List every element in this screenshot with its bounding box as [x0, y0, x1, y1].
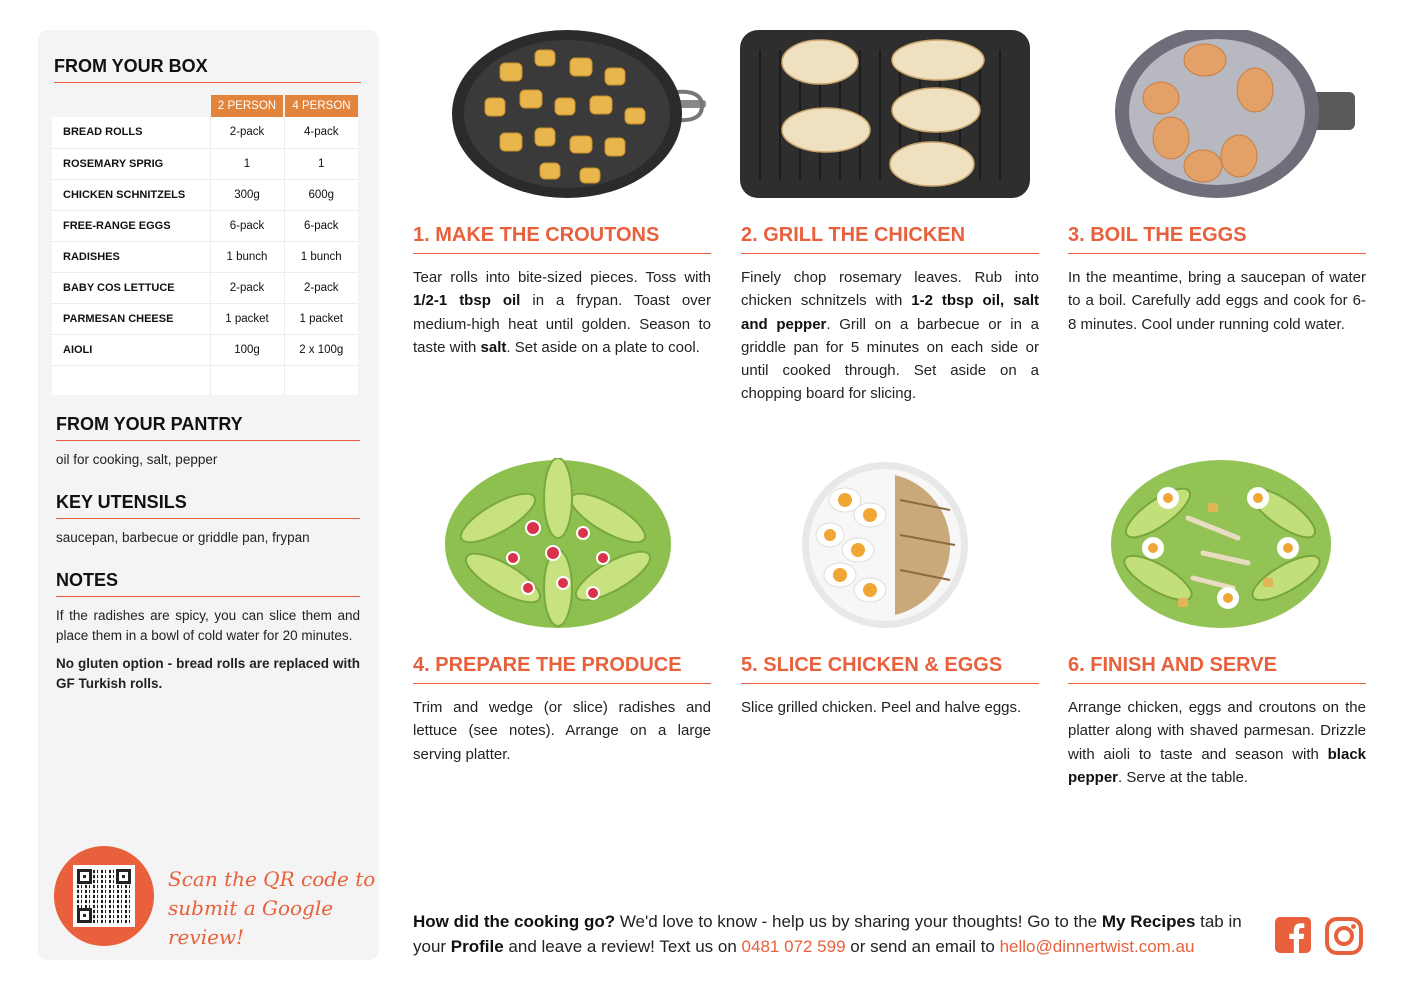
step-4-title: 4. PREPARE THE PRODUCE	[413, 654, 711, 684]
step-5-text: Slice grilled chicken. Peel and halve eggs.	[741, 699, 1022, 716]
step-5	[741, 654, 1039, 719]
step-6-title: 6. FINISH AND SERVE	[1068, 654, 1366, 684]
footer-question: How did the cooking go?	[413, 912, 616, 931]
notes-title: NOTES	[56, 570, 360, 597]
step-3-title: 3. BOIL THE EGGS	[1068, 224, 1366, 254]
facebook-icon[interactable]	[1275, 917, 1313, 955]
ingredient-name: ROSEMARY SPRIG	[52, 148, 210, 179]
ingredient-name: FREE-RANGE EGGS	[52, 210, 210, 241]
qty-2-person: 100g	[210, 334, 284, 365]
step-4	[413, 654, 711, 766]
croutons-pan-image	[440, 28, 710, 200]
sidebar	[38, 30, 379, 960]
pantry-title: FROM YOUR PANTRY	[56, 414, 360, 441]
utensils-section	[56, 492, 360, 548]
step-4-text: Trim and wedge (or slice) radishes and lettuce (see notes). Arrange on a large serving platter.	[413, 699, 711, 763]
step-6-text: Arrange chicken, eggs and croutons on the platter along with shaved parmesan. Drizzle with aioli to taste and season with black pepper. Serve at the table.	[1068, 699, 1366, 786]
table-row	[52, 334, 358, 365]
pantry-section	[56, 414, 360, 470]
table-row	[52, 148, 358, 179]
from-your-box-title: FROM YOUR BOX	[54, 56, 361, 83]
ingredient-name: RADISHES	[52, 241, 210, 272]
qr-code-badge[interactable]	[54, 846, 154, 946]
ingredient-name: BABY COS LETTUCE	[52, 272, 210, 303]
qty-4-person: 1 packet	[284, 303, 358, 334]
step-6	[1068, 654, 1366, 789]
table-header-row	[52, 95, 358, 117]
qty-2-person: 300g	[210, 179, 284, 210]
ingredient-name: BREAD ROLLS	[52, 117, 210, 148]
ingredients-table	[52, 95, 358, 395]
step-1	[413, 224, 711, 359]
step-2-title: 2. GRILL THE CHICKEN	[741, 224, 1039, 254]
ingredient-name: CHICKEN SCHNITZELS	[52, 179, 210, 210]
notes-section	[56, 570, 360, 694]
qty-4-person: 6-pack	[284, 210, 358, 241]
table-row	[52, 179, 358, 210]
my-recipes-label: My Recipes	[1101, 912, 1196, 931]
gluten-note: No gluten option - bread rolls are replaced with GF Turkish rolls.	[56, 656, 360, 691]
qty-2-person: 1 packet	[210, 303, 284, 334]
table-row	[52, 117, 358, 148]
email-link[interactable]: hello@dinnertwist.com.au	[999, 937, 1195, 956]
boiled-eggs-image	[1115, 30, 1359, 200]
step-5-title: 5. SLICE CHICKEN & EGGS	[741, 654, 1039, 684]
ingredient-name: AIOLI	[52, 334, 210, 365]
qty-2-person: 1	[210, 148, 284, 179]
step-3	[1068, 224, 1366, 336]
step-2	[741, 224, 1039, 406]
qty-4-person: 2-pack	[284, 272, 358, 303]
grilled-chicken-image	[740, 30, 1030, 198]
table-row	[52, 303, 358, 334]
notes-text: If the radishes are spicy, you can slice them and place them in a bowl of cold water for 20 minutes.	[56, 608, 360, 643]
qty-2-person: 6-pack	[210, 210, 284, 241]
step-1-title: 1. MAKE THE CROUTONS	[413, 224, 711, 254]
step-1-text: Tear rolls into bite-sized pieces. Toss with 1/2-1 tbsp oil in a frypan. Toast over medium-high heat until golden. Season to taste with salt. Set aside on a plate to cool.	[413, 269, 711, 356]
instagram-icon[interactable]	[1325, 917, 1363, 955]
qty-4-person: 1 bunch	[284, 241, 358, 272]
ingredient-name: PARMESAN CHEESE	[52, 303, 210, 334]
qr-caption	[168, 865, 379, 952]
qr-caption-line2: submit a Google review!	[168, 896, 334, 949]
finished-salad-image	[1108, 458, 1334, 630]
table-row	[52, 241, 358, 272]
profile-label: Profile	[450, 937, 504, 956]
qty-2-person: 2-pack	[210, 117, 284, 148]
qty-4-person: 2 x 100g	[284, 334, 358, 365]
review-footer: How did the cooking go? We'd love to know - help us by sharing your thoughts! Go to the My Recipes tab in your Profile and leave a review! Text us on 0481 072 599 or send an email to hello@dinnertwist.com.au	[413, 912, 1242, 956]
qty-2-person: 2-pack	[210, 272, 284, 303]
qr-caption-line1: Scan the QR code to	[168, 867, 376, 891]
step-2-text: Finely chop rosemary leaves. Rub into chicken schnitzels with 1-2 tbsp oil, salt and pepper. Grill on a barbecue or in a griddle pan for 5 minutes on each side or until cooked through. Set aside on a chopping board for slicing.	[741, 269, 1039, 403]
phone-link[interactable]: 0481 072 599	[741, 937, 846, 956]
table-row	[52, 272, 358, 303]
step-3-text: In the meantime, bring a saucepan of water to a boil. Carefully add eggs and cook for 6-8 minutes. Cool under running cold water.	[1068, 269, 1366, 333]
table-row	[52, 210, 358, 241]
qr-code[interactable]	[73, 865, 135, 927]
qty-4-person: 600g	[284, 179, 358, 210]
table-row-empty	[52, 365, 358, 395]
qty-4-person: 4-pack	[284, 117, 358, 148]
qty-2-person: 1 bunch	[210, 241, 284, 272]
utensils-text: saucepan, barbecue or griddle pan, frypan	[56, 530, 310, 545]
header-4-person: 4 PERSON	[284, 95, 358, 117]
qty-4-person: 1	[284, 148, 358, 179]
pantry-text: oil for cooking, salt, pepper	[56, 452, 218, 467]
sliced-chicken-eggs-image	[800, 460, 970, 630]
lettuce-radish-platter-image	[443, 458, 673, 630]
utensils-title: KEY UTENSILS	[56, 492, 360, 519]
header-2-person: 2 PERSON	[210, 95, 284, 117]
